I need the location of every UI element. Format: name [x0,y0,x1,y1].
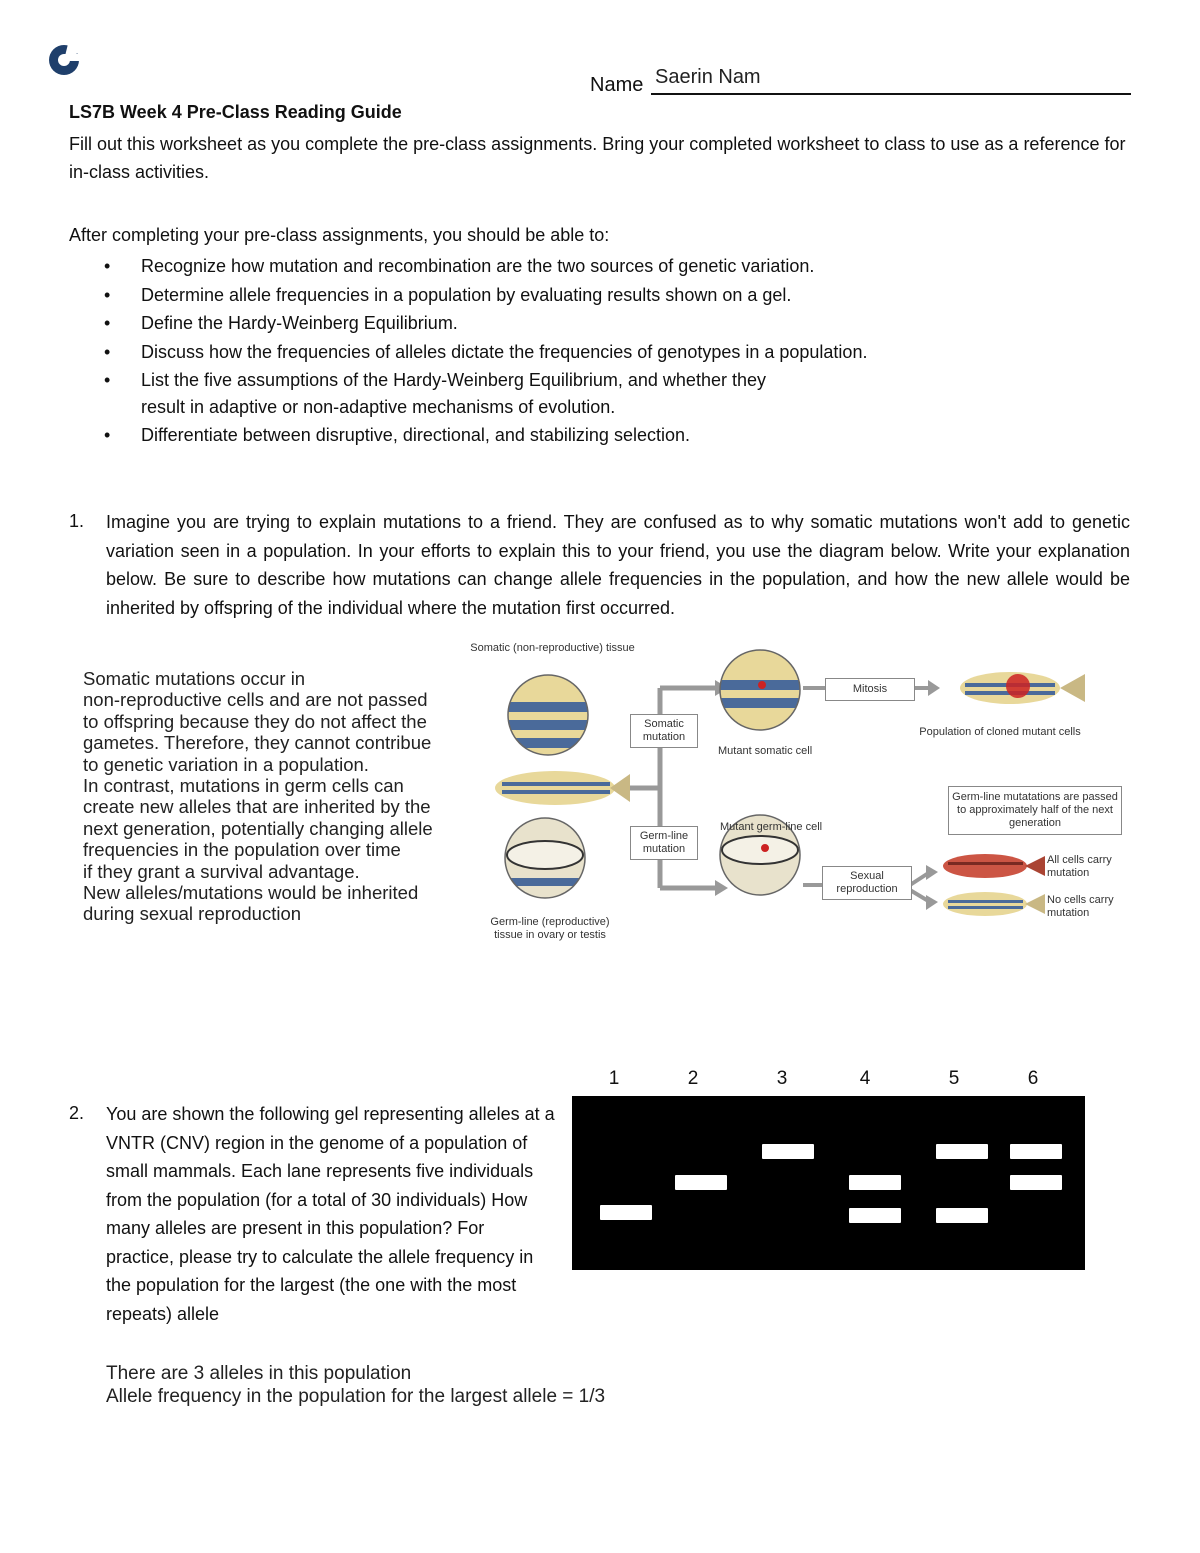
lane-number: 3 [776,1068,788,1089]
somatic-mutation-box: Somatic mutation [630,714,698,748]
mutant-offspring-fish-icon [943,854,1045,878]
page-title: LS7B Week 4 Pre-Class Reading Guide [69,102,402,122]
germline-note-box: Germ-line mutatations are passed to approximately half of the next generation [948,786,1122,835]
sexual-reproduction-box: Sexual reproduction [822,866,912,900]
all-cells-label: All cells carry mutation [1047,854,1112,879]
mutant-somatic-cell-label: Mutant somatic cell [718,745,813,757]
gel-band [600,1205,652,1220]
name-line [651,93,1131,95]
objectives-lead: After completing your pre-class assignments, you should be able to: [69,225,610,245]
lane-number: 6 [1027,1068,1039,1089]
question-2-text: You are shown the following gel representing alleles at a VNTR (CNV) region in the genome of a population of small mammals. Each lane represents five individuals from the population (for a total of 30 individuals) How many alleles are present in this population? For practice, please try to calculate the allele frequency in the population for the largest (the one with the most repeats) allele [106,1104,555,1324]
question-1-answer[interactable]: Somatic mutations occur in non-reproductive cells and are not passed to offspring because they do not affect the gametes. Therefore, they cannot contribue to genetic variation in a population. In contrast, mutations in germ cells can create new alleles that are inherited by the next generation, potentially changing allele frequencies in the population over time if they grant a survival advantage. New alleles/mutations would be inherited during sexual reproduction [83,668,433,925]
gel-band [936,1144,988,1159]
lane-number: 1 [608,1068,620,1089]
somatic-tissue-label: Somatic (non-reproductive) tissue [470,642,635,654]
lane-number: 5 [948,1068,960,1089]
cloned-mutant-fish-icon [960,672,1085,704]
gel-band [1010,1144,1062,1159]
gel-band [762,1144,814,1159]
logo-icon [46,42,84,76]
fish-icon [495,771,630,805]
mitosis-box: Mitosis [825,678,915,701]
germline-tissue-label: Germ-line (reproductive) tissue in ovary or testis [490,916,610,941]
mutant-germline-cell-label: Mutant germ-line cell [720,821,823,833]
question-2-answer[interactable]: There are 3 alleles in this population Allele frequency in the population for the largest allele = 1/3 [106,1363,606,1407]
question-1-text: Imagine you are trying to explain mutations to a friend. They are confused as to why somatic mutations won't add to genetic variation seen in a population. In your efforts to explain this to your friend, you use the diagram below. Write your explanation below. Be sure to describe how mutations can change allele frequencies in the population, and how the new allele would be inherited by offspring of the individual where the mutation first occurred. [106,512,1130,618]
gel-band [849,1208,901,1223]
question-2-number: 2. [69,1103,85,1123]
cloned-cells-label: Population of cloned mutant cells [919,726,1081,738]
gel-band [1010,1175,1062,1190]
gel-band [849,1175,901,1190]
gel-band [936,1208,988,1223]
question-1-number: 1. [69,511,85,531]
normal-offspring-fish-icon [943,892,1045,916]
mutation-diagram [470,640,1130,950]
lane-number: 2 [687,1068,699,1089]
name-field[interactable]: Saerin Nam [655,66,761,88]
name-label: Name [590,74,644,96]
intro-text: Fill out this worksheet as you complete the pre-class assignments. Bring your completed worksheet to class to use as a reference for in-class activities. [69,134,1126,182]
no-cells-label: No cells carry mutation [1047,894,1114,919]
lane-number: 4 [859,1068,871,1089]
gel-image [572,1096,1085,1270]
gel-band [675,1175,727,1190]
germline-mutation-box: Germ-line mutation [630,826,698,860]
